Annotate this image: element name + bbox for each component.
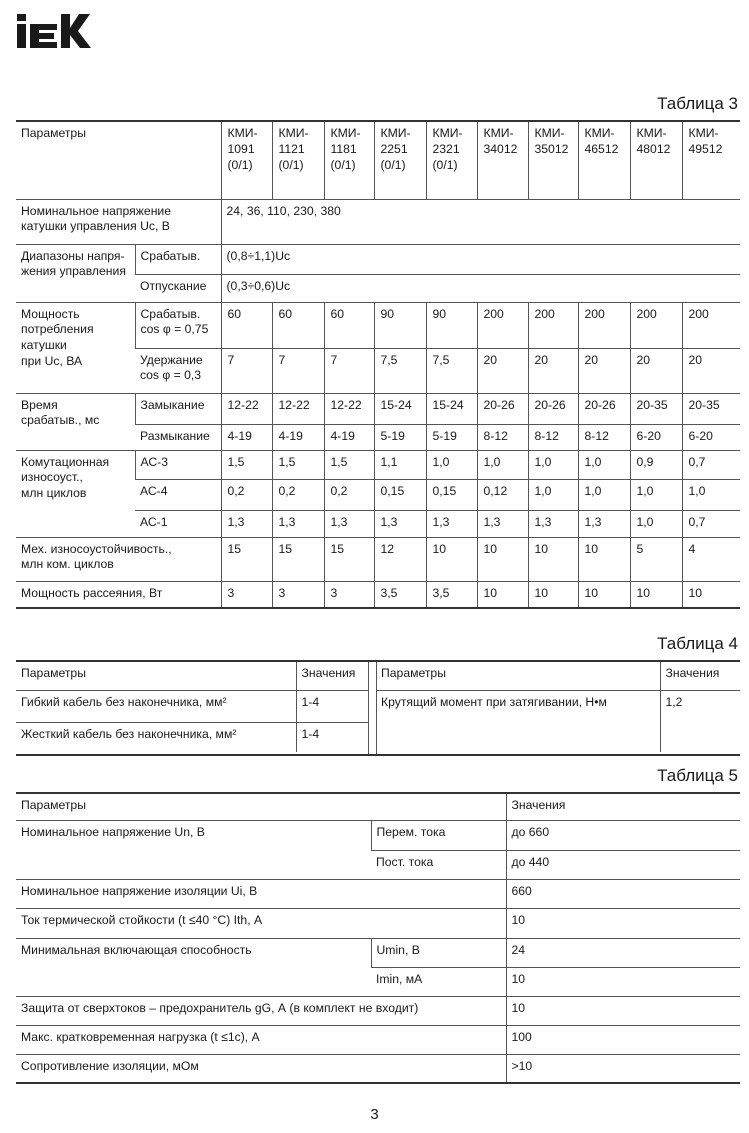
value-cell: 1,3 bbox=[324, 510, 374, 537]
value-cell: 10 bbox=[682, 581, 740, 608]
value-cell: 8-12 bbox=[477, 424, 528, 450]
value-cell: 3,5 bbox=[426, 581, 477, 608]
value-cell: 20-26 bbox=[477, 393, 528, 424]
value-cell: 0,7 bbox=[682, 510, 740, 537]
value-cell: 12 bbox=[374, 537, 426, 581]
mech-wear-row bbox=[16, 537, 740, 581]
table4-caption: Таблица 4 bbox=[657, 634, 738, 653]
row-label: Комутационная износоуст., млн циклов bbox=[16, 450, 135, 537]
sub-label: АС-1 bbox=[135, 510, 221, 537]
value-cell: 1,3 bbox=[426, 510, 477, 537]
model-header: КМИ- 1181 (0/1) bbox=[324, 121, 374, 199]
value-cell: 5-19 bbox=[426, 424, 477, 450]
value-cell: 1,0 bbox=[528, 479, 578, 510]
value-cell: 20-35 bbox=[682, 393, 740, 424]
row-label: Номинальное напряжение катушки управления Uc, В bbox=[16, 199, 221, 244]
row-value: 10 bbox=[506, 996, 740, 1025]
value-cell: 3 bbox=[221, 581, 272, 608]
value-cell: 1,5 bbox=[272, 450, 324, 479]
param-header: Параметры bbox=[16, 662, 296, 690]
value-cell: 0,9 bbox=[630, 450, 682, 479]
row-label: Минимальная включающая способность bbox=[16, 938, 371, 996]
value-cell: 6-20 bbox=[630, 424, 682, 450]
value-cell: 1,3 bbox=[374, 510, 426, 537]
row-value: 24 bbox=[506, 938, 740, 967]
row-value: 100 bbox=[506, 1025, 740, 1054]
value-cell: 20 bbox=[578, 348, 630, 393]
value-cell: 1,3 bbox=[221, 510, 272, 537]
value-cell: 1,0 bbox=[682, 479, 740, 510]
value-cell: 1,0 bbox=[528, 450, 578, 479]
sub-label: Пост. тока bbox=[371, 850, 506, 879]
wear-ac3-row bbox=[16, 450, 740, 479]
value-cell: 60 bbox=[221, 302, 272, 348]
value-cell: 12-22 bbox=[272, 393, 324, 424]
value-cell: 0,2 bbox=[221, 479, 272, 510]
table-row bbox=[16, 722, 368, 752]
value-cell: 12-22 bbox=[221, 393, 272, 424]
model-header: КМИ- 35012 bbox=[528, 121, 578, 199]
table-row bbox=[16, 879, 740, 908]
value-cell: 1,3 bbox=[528, 510, 578, 537]
value-cell: 5-19 bbox=[374, 424, 426, 450]
row-value: до 660 bbox=[506, 820, 740, 850]
model-header: КМИ- 48012 bbox=[630, 121, 682, 199]
value-cell: 0,7 bbox=[682, 450, 740, 479]
value-cell: 0,2 bbox=[324, 479, 374, 510]
sub-label: Срабатыв. bbox=[135, 244, 221, 274]
value-cell: 3,5 bbox=[374, 581, 426, 608]
value-cell: 8-12 bbox=[528, 424, 578, 450]
dissipation-row bbox=[16, 581, 740, 608]
row-label: Номинальное напряжение изоляции Ui, В bbox=[16, 879, 506, 908]
value-cell: 7,5 bbox=[374, 348, 426, 393]
row-value: 1-4 bbox=[296, 722, 368, 752]
table-row bbox=[16, 996, 740, 1025]
value-cell: 1,0 bbox=[630, 510, 682, 537]
value-cell: 1,3 bbox=[272, 510, 324, 537]
row-label: Жесткий кабель без наконечника, мм² bbox=[21, 726, 237, 741]
model-header: КМИ- 34012 bbox=[477, 121, 528, 199]
table-row bbox=[16, 1054, 740, 1083]
iek-logo bbox=[17, 14, 97, 52]
value-cell: 10 bbox=[477, 537, 528, 581]
sub-label: АС-4 bbox=[135, 479, 221, 510]
table5-header bbox=[16, 793, 740, 820]
value-cell: 7 bbox=[272, 348, 324, 393]
row-label: Ток термической стойкости (t ≤40 °С) Ith, А bbox=[16, 908, 506, 938]
table3-header-row bbox=[16, 121, 740, 199]
row-label: Мощность рассеяния, Вт bbox=[16, 581, 221, 608]
value-cell: 15 bbox=[221, 537, 272, 581]
page-number: 3 bbox=[370, 1106, 379, 1123]
value-cell: 200 bbox=[578, 302, 630, 348]
value-cell: 15 bbox=[324, 537, 374, 581]
value-cell: 4-19 bbox=[324, 424, 374, 450]
value-cell: 200 bbox=[477, 302, 528, 348]
row-value: (0,8÷1,1)Uc bbox=[221, 244, 740, 274]
value-cell: 7 bbox=[324, 348, 374, 393]
value-cell: 60 bbox=[324, 302, 374, 348]
row-value: >10 bbox=[506, 1054, 740, 1083]
sub-label: Срабатыв. cos φ = 0,75 bbox=[135, 302, 221, 348]
row-value: 10 bbox=[506, 967, 740, 996]
nominal-voltage-row bbox=[16, 199, 740, 244]
table4 bbox=[16, 660, 740, 756]
value-cell: 1,0 bbox=[477, 450, 528, 479]
value-cell: 4 bbox=[682, 537, 740, 581]
value-cell: 60 bbox=[272, 302, 324, 348]
value-cell: 10 bbox=[578, 581, 630, 608]
value-cell: 10 bbox=[528, 537, 578, 581]
table4-right bbox=[376, 662, 740, 752]
table4-left-header bbox=[16, 662, 368, 690]
coil-power-pickup-row bbox=[16, 302, 740, 348]
value-cell: 7,5 bbox=[426, 348, 477, 393]
value-cell: 90 bbox=[374, 302, 426, 348]
value-cell: 1,0 bbox=[630, 479, 682, 510]
value-cell: 15-24 bbox=[426, 393, 477, 424]
value-cell: 6-20 bbox=[682, 424, 740, 450]
value-cell: 20-35 bbox=[630, 393, 682, 424]
table-row bbox=[16, 938, 740, 967]
value-cell: 20 bbox=[528, 348, 578, 393]
table-row bbox=[16, 1025, 740, 1054]
value-cell: 0,2 bbox=[272, 479, 324, 510]
row-value: 10 bbox=[506, 908, 740, 938]
value-cell: 1,3 bbox=[477, 510, 528, 537]
value-cell: 20-26 bbox=[528, 393, 578, 424]
row-label: Мощность потребления катушки при Uc, ВА bbox=[16, 302, 135, 393]
row-value: 1-4 bbox=[296, 690, 368, 722]
row-label: Защита от сверхтоков – предохранитель gG, А (в комплект не входит) bbox=[16, 996, 506, 1025]
value-cell: 15-24 bbox=[374, 393, 426, 424]
value-cell: 10 bbox=[630, 581, 682, 608]
value-cell: 1,1 bbox=[374, 450, 426, 479]
value-cell: 1,3 bbox=[578, 510, 630, 537]
model-header: КМИ- 49512 bbox=[682, 121, 740, 199]
sub-label: Отпускание bbox=[135, 274, 221, 302]
table-row bbox=[16, 820, 740, 850]
table3-caption: Таблица 3 bbox=[657, 94, 738, 113]
value-cell: 1,0 bbox=[578, 479, 630, 510]
value-cell: 15 bbox=[272, 537, 324, 581]
value-cell: 20 bbox=[477, 348, 528, 393]
row-label: Номинальное напряжение Un, В bbox=[16, 820, 371, 879]
value-header: Значения bbox=[506, 793, 740, 820]
value-cell: 1,5 bbox=[221, 450, 272, 479]
value-cell: 12-22 bbox=[324, 393, 374, 424]
row-value: 660 bbox=[506, 879, 740, 908]
value-cell: 0,15 bbox=[426, 479, 477, 510]
table4-right-header bbox=[376, 662, 740, 690]
table4-left bbox=[16, 662, 368, 752]
sub-label: Umin, В bbox=[371, 938, 506, 967]
value-cell: 20 bbox=[682, 348, 740, 393]
model-header: КМИ- 1091 (0/1) bbox=[221, 121, 272, 199]
value-cell: 8-12 bbox=[578, 424, 630, 450]
row-label: Крутящий момент при затягивании, Н•м bbox=[381, 694, 607, 709]
param-header: Параметры bbox=[376, 662, 660, 690]
row-value: 1,2 bbox=[660, 690, 740, 752]
sub-label: Imin, мА bbox=[371, 967, 506, 996]
value-cell: 200 bbox=[528, 302, 578, 348]
value-cell: 200 bbox=[630, 302, 682, 348]
value-cell: 10 bbox=[578, 537, 630, 581]
value-cell: 0,12 bbox=[477, 479, 528, 510]
value-header: Значения bbox=[660, 662, 740, 690]
model-header: КМИ- 2321 (0/1) bbox=[426, 121, 477, 199]
value-cell: 20-26 bbox=[578, 393, 630, 424]
row-value: 24, 36, 110, 230, 380 bbox=[221, 199, 740, 244]
sub-label: Размыкание bbox=[135, 424, 221, 450]
response-close-row bbox=[16, 393, 740, 424]
value-cell: 10 bbox=[426, 537, 477, 581]
value-cell: 7 bbox=[221, 348, 272, 393]
param-header: Параметры bbox=[16, 793, 506, 820]
value-cell: 3 bbox=[324, 581, 374, 608]
control-range-pickup-row bbox=[16, 244, 740, 274]
value-cell: 20 bbox=[630, 348, 682, 393]
sub-label: АС-3 bbox=[135, 450, 221, 479]
value-cell: 1,0 bbox=[426, 450, 477, 479]
model-header: КМИ- 2251 (0/1) bbox=[374, 121, 426, 199]
param-header: Параметры bbox=[16, 121, 221, 199]
row-value: (0,3÷0,6)Uc bbox=[221, 274, 740, 302]
value-cell: 1,5 bbox=[324, 450, 374, 479]
row-label: Сопротивление изоляции, мОм bbox=[16, 1054, 506, 1083]
value-cell: 1,0 bbox=[578, 450, 630, 479]
row-value: до 440 bbox=[506, 850, 740, 879]
row-label: Диапазоны напря- жения управления bbox=[16, 244, 135, 302]
value-cell: 3 bbox=[272, 581, 324, 608]
sub-label: Удержание cos φ = 0,3 bbox=[135, 348, 221, 393]
row-label: Время срабатыв., мс bbox=[16, 393, 135, 450]
table-row bbox=[16, 908, 740, 938]
value-cell: 10 bbox=[477, 581, 528, 608]
value-cell: 4-19 bbox=[221, 424, 272, 450]
value-cell: 10 bbox=[528, 581, 578, 608]
table5 bbox=[16, 792, 740, 1084]
value-cell: 5 bbox=[630, 537, 682, 581]
value-cell: 4-19 bbox=[272, 424, 324, 450]
table-row bbox=[16, 690, 368, 722]
sub-label: Перем. тока bbox=[371, 820, 506, 850]
value-cell: 200 bbox=[682, 302, 740, 348]
model-header: КМИ- 46512 bbox=[578, 121, 630, 199]
sub-label: Замыкание bbox=[135, 393, 221, 424]
model-header: КМИ- 1121 (0/1) bbox=[272, 121, 324, 199]
row-label: Макс. кратковременная нагрузка (t ≤1с), А bbox=[16, 1025, 506, 1054]
row-label: Мех. износоустойчивость., млн ком. циклов bbox=[16, 537, 221, 581]
table3 bbox=[16, 120, 740, 609]
table5-caption: Таблица 5 bbox=[657, 766, 738, 785]
row-label: Гибкий кабель без наконечника, мм² bbox=[16, 690, 296, 722]
value-header: Значения bbox=[296, 662, 368, 690]
table-row bbox=[376, 690, 740, 752]
value-cell: 0,15 bbox=[374, 479, 426, 510]
value-cell: 90 bbox=[426, 302, 477, 348]
